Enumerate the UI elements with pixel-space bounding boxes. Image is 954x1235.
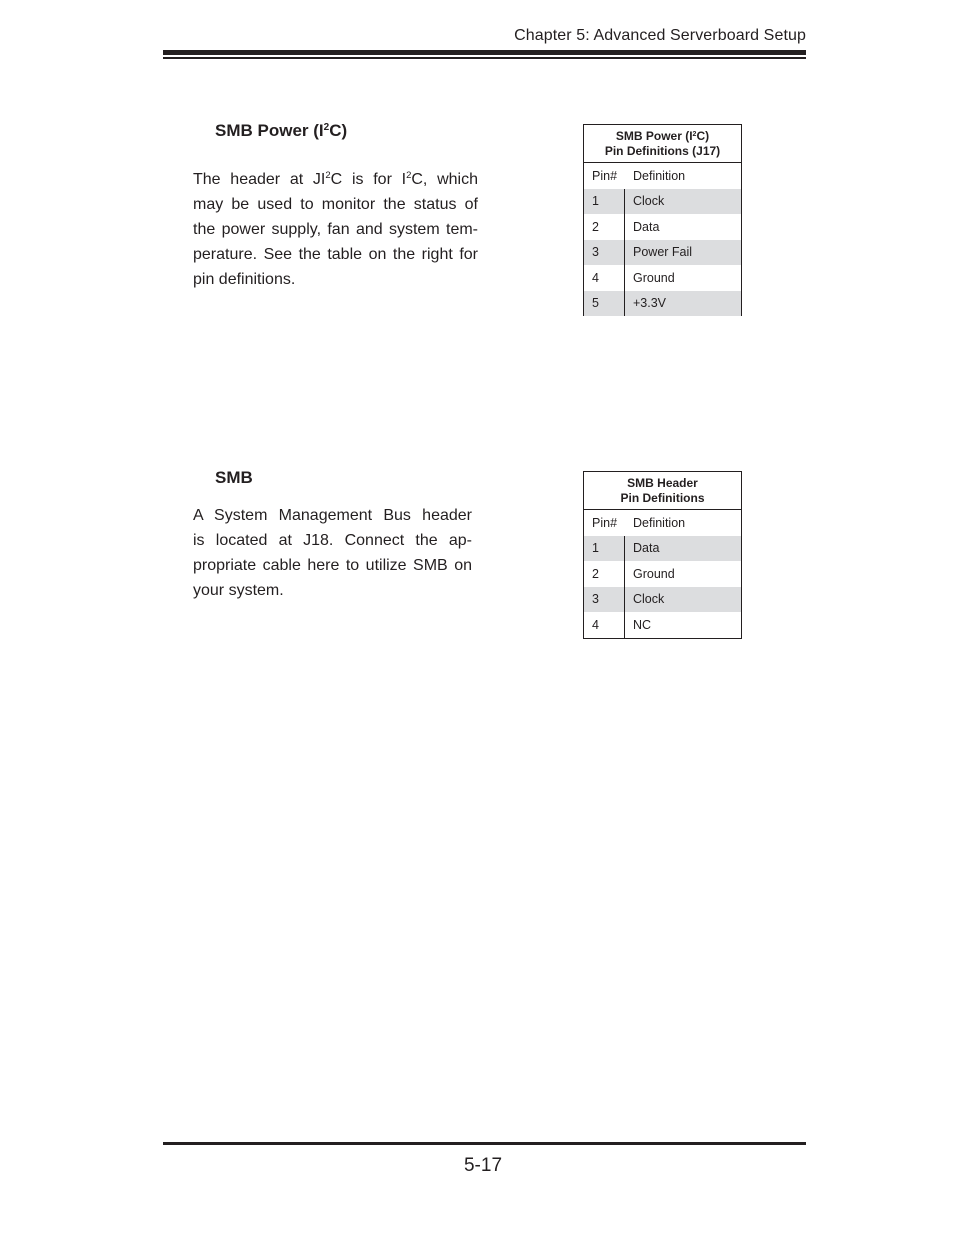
definition-cell: Clock [625, 587, 741, 613]
paragraph-line: The header at $JI^2C$ is for $I^2C$, which [193, 170, 478, 188]
col-header-definition: Definition [633, 515, 686, 530]
header-rule-thin [163, 57, 806, 59]
table-row [584, 561, 741, 587]
definition-cell: +3.3V [625, 291, 741, 317]
table-header-row [584, 510, 741, 536]
table-row [584, 587, 741, 613]
definition-cell: NC [633, 617, 652, 632]
smb-paragraph [193, 503, 472, 603]
pin-cell: 2 [584, 561, 625, 587]
definition-cell: Data [633, 219, 660, 234]
table-row [584, 189, 741, 215]
table-title: SMB Header Pin Definitions [583, 471, 742, 509]
chapter-header: Chapter 5: Advanced Serverboard Setup [514, 27, 806, 44]
paragraph-line: may be used to monitor the status of [193, 196, 478, 213]
paragraph-line: perature. See the table on the right for [193, 246, 478, 263]
table-row [584, 240, 741, 266]
pin-cell: 5 [584, 291, 625, 317]
pin-cell: 1 [584, 536, 625, 562]
pin-cell: 1 [584, 189, 625, 215]
paragraph-line: A System Management Bus header [193, 507, 472, 524]
table-body [583, 162, 742, 316]
pin-cell: 2 [584, 214, 625, 240]
pin-cell: 4 [584, 265, 625, 291]
table-row [584, 291, 741, 317]
paragraph-line: is located at J18. Connect the ap- [193, 532, 472, 549]
section-title-smb: SMB [215, 468, 253, 487]
page-number: 5-17 [463, 1155, 503, 1176]
paragraph-line: the power supply, fan and system tem- [193, 221, 478, 238]
pin-cell: 3 [584, 587, 625, 613]
smb-power-paragraph [193, 167, 478, 292]
definition-cell: Data [625, 536, 741, 562]
pin-cell: 4 [584, 612, 625, 638]
smb-header-pin-table [583, 471, 742, 639]
footer-rule [163, 1142, 806, 1145]
col-header-definition: Definition [633, 168, 686, 183]
pin-cell: 3 [584, 240, 625, 266]
paragraph-line: propriate cable here to utilize SMB on [193, 557, 472, 574]
col-header-pin: Pin# [592, 168, 618, 183]
definition-cell: Ground [633, 566, 675, 581]
table-body [583, 509, 742, 639]
col-header-pin: Pin# [592, 515, 618, 530]
paragraph-line: pin definitions. [193, 271, 296, 288]
smb-power-pin-table [583, 124, 742, 316]
table-title: SMB Power $(I^2C)$ Pin Definitions (J17) [583, 124, 742, 162]
header-rule-thick [163, 50, 806, 55]
definition-cell: Ground [633, 270, 675, 285]
table-row [584, 265, 741, 291]
paragraph-line: your system. [193, 582, 284, 599]
section-title-smb-power: SMB Power $(I^2C)$ [215, 121, 348, 140]
definition-cell: Clock [625, 189, 741, 215]
definition-cell: Power Fail [625, 240, 741, 266]
table-row [584, 214, 741, 240]
table-row [584, 612, 741, 638]
table-row [584, 536, 741, 562]
table-header-row [584, 163, 741, 189]
